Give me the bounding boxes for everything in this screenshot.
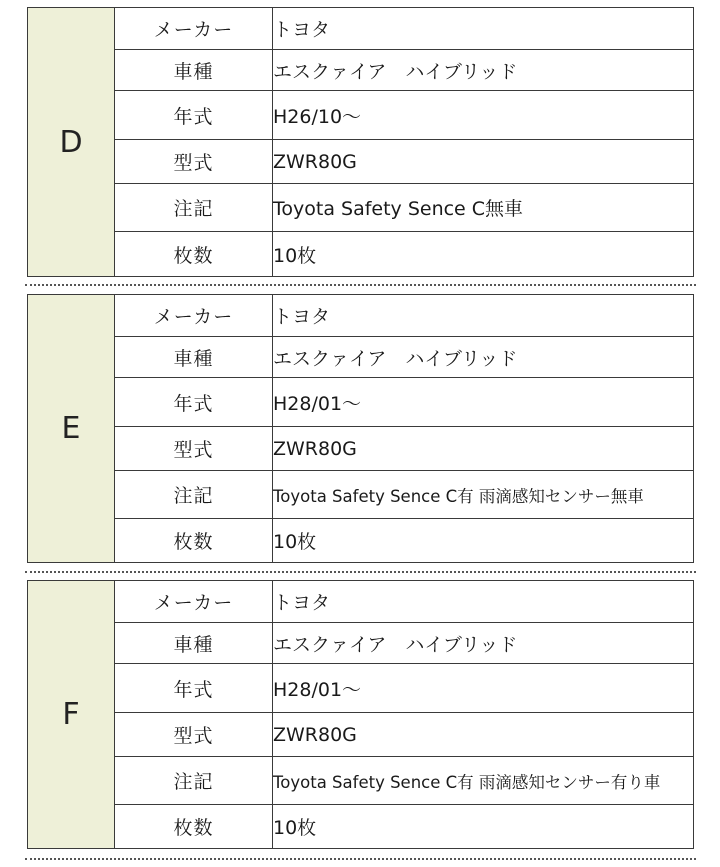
- spec-table-f: [27, 580, 694, 849]
- table-row: [28, 184, 694, 232]
- table-row: [28, 623, 694, 664]
- label-count: 枚数: [115, 805, 273, 849]
- label-model: 車種: [115, 337, 273, 378]
- dotted-divider: [25, 858, 696, 860]
- value-type: ZWR80G: [273, 427, 694, 471]
- table-row: [28, 8, 694, 50]
- value-count: 10枚: [273, 519, 694, 563]
- label-year: 年式: [115, 91, 273, 140]
- table-row: [28, 50, 694, 91]
- label-maker: メーカー: [115, 581, 273, 623]
- table-row: [28, 664, 694, 713]
- label-type: 型式: [115, 140, 273, 184]
- value-model: エスクァイア ハイブリッド: [273, 50, 694, 91]
- spec-block-d: [27, 7, 694, 276]
- table-row: [28, 91, 694, 140]
- label-model: 車種: [115, 623, 273, 664]
- value-type: ZWR80G: [273, 713, 694, 757]
- label-count: 枚数: [115, 232, 273, 277]
- dotted-divider: [25, 571, 696, 573]
- value-year: H28/01〜: [273, 664, 694, 713]
- label-maker: メーカー: [115, 8, 273, 50]
- value-maker: トヨタ: [273, 581, 694, 623]
- label-year: 年式: [115, 378, 273, 427]
- table-row: [28, 757, 694, 805]
- value-year: H28/01〜: [273, 378, 694, 427]
- dotted-divider: [25, 284, 696, 286]
- table-row: [28, 519, 694, 563]
- table-row: [28, 581, 694, 623]
- value-note: Toyota Safety Sence C有 雨滴感知センサー無車: [273, 471, 694, 519]
- value-maker: トヨタ: [273, 295, 694, 337]
- value-count: 10枚: [273, 805, 694, 849]
- label-model: 車種: [115, 50, 273, 91]
- spec-block-f: [27, 580, 694, 848]
- value-year: H26/10〜: [273, 91, 694, 140]
- label-note: 注記: [115, 757, 273, 805]
- label-type: 型式: [115, 427, 273, 471]
- spec-block-e: [27, 294, 694, 562]
- value-model: エスクァイア ハイブリッド: [273, 337, 694, 378]
- label-note: 注記: [115, 184, 273, 232]
- value-model: エスクァイア ハイブリッド: [273, 623, 694, 664]
- spec-table-d: [27, 7, 694, 277]
- table-row: [28, 337, 694, 378]
- value-maker: トヨタ: [273, 8, 694, 50]
- value-type: ZWR80G: [273, 140, 694, 184]
- label-note: 注記: [115, 471, 273, 519]
- table-row: [28, 232, 694, 277]
- table-row: [28, 295, 694, 337]
- label-type: 型式: [115, 713, 273, 757]
- spec-table-e: [27, 294, 694, 563]
- table-row: [28, 427, 694, 471]
- block-letter: E: [28, 295, 115, 563]
- label-year: 年式: [115, 664, 273, 713]
- table-row: [28, 378, 694, 427]
- table-row: [28, 140, 694, 184]
- value-count: 10枚: [273, 232, 694, 277]
- table-row: [28, 713, 694, 757]
- label-count: 枚数: [115, 519, 273, 563]
- block-letter: F: [28, 581, 115, 849]
- value-note: Toyota Safety Sence C無車: [273, 184, 694, 232]
- block-letter: D: [28, 8, 115, 277]
- table-row: [28, 805, 694, 849]
- value-note: Toyota Safety Sence C有 雨滴感知センサー有り車: [273, 757, 694, 805]
- table-row: [28, 471, 694, 519]
- label-maker: メーカー: [115, 295, 273, 337]
